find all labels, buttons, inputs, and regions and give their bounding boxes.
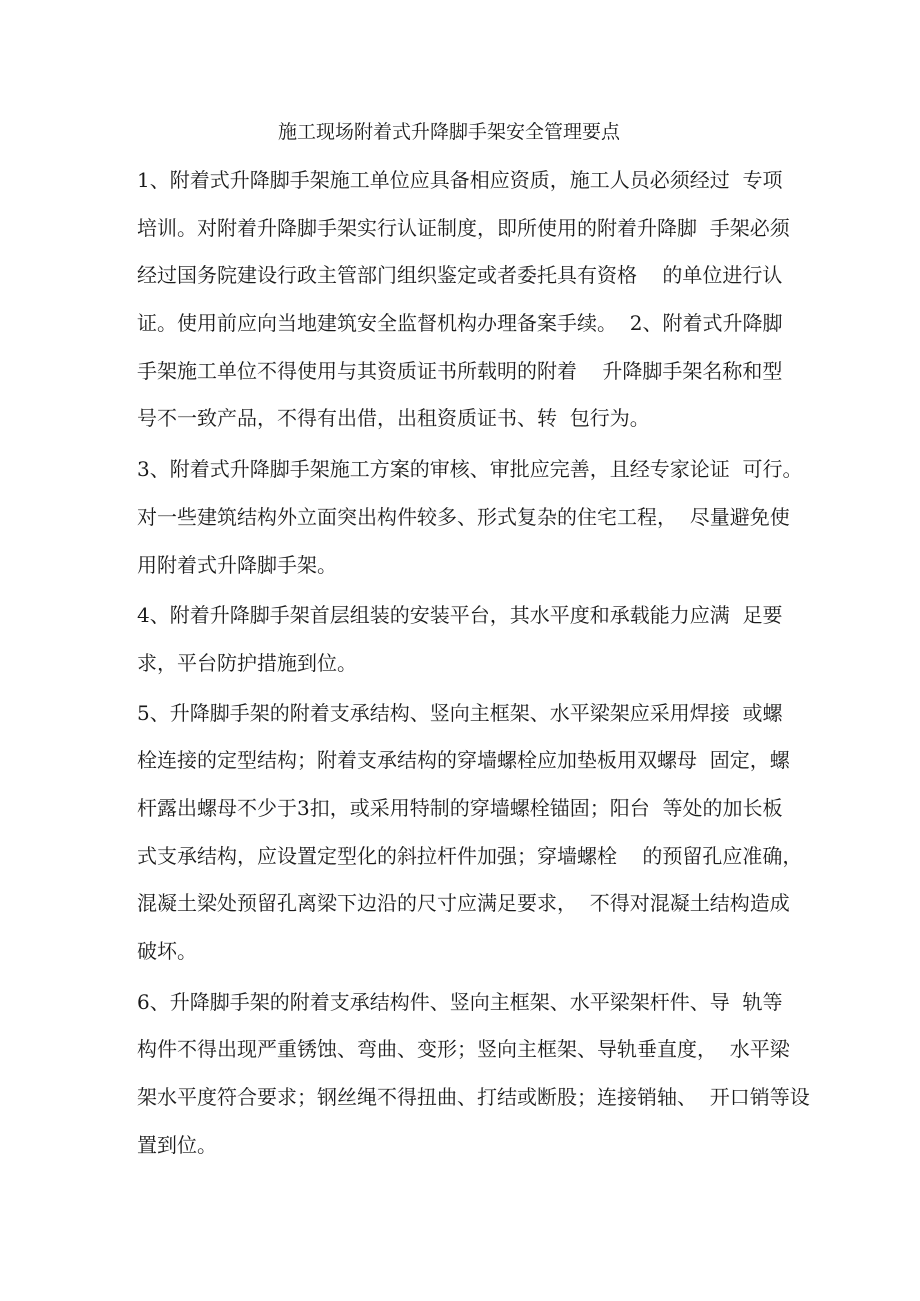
document-title: 施工现场附着式升降脚手架安全管理要点	[278, 121, 621, 143]
text-line: 混凝土梁处预留孔离梁下边沿的尺寸应满足要求， 不得对混凝土结构造成	[137, 891, 790, 915]
text-line: 求，平台防护措施到位。	[137, 651, 357, 675]
text-line: 杆露出螺母不少于3扣，或采用特制的穿墙螺栓锚固；阳台 等处的加长板	[137, 796, 783, 820]
text-line: 号不一致产品，不得有出借，出租资质证书、转 包行为。	[137, 406, 650, 430]
text-line: 证。使用前应向当地建筑安全监督机构办理备案手续。 2、附着式升降脚	[137, 311, 783, 335]
text-line: 架水平度符合要求；钢丝绳不得扭曲、打结或断股；连接销轴、 开口销等设	[137, 1085, 810, 1109]
text-line: 破坏。	[137, 939, 197, 963]
text-line: 用附着式升降脚手架。	[137, 553, 337, 577]
text-line: 6、升降脚手架的附着支承结构件、竖向主框架、水平梁架杆件、导 轨等	[137, 990, 783, 1014]
text-line: 4、附着升降脚手架首层组装的安装平台，其水平度和承载能力应满 足要	[137, 603, 783, 627]
text-line: 构件不得出现严重锈蚀、弯曲、变形；竖向主框架、导轨垂直度， 水平梁	[137, 1037, 790, 1061]
text-line: 经过国务院建设行政主管部门组织鉴定或者委托具有资格 的单位进行认	[137, 263, 783, 287]
text-line: 栓连接的定型结构；附着支承结构的穿墙螺栓应加垫板用双螺母 固定，螺	[137, 748, 790, 772]
text-line: 培训。对附着升降脚手架实行认证制度，即所使用的附着升降脚 手架必须	[137, 216, 790, 240]
text-line: 对一些建筑结构外立面突出构件较多、形式复杂的住宅工程， 尽量避免使	[137, 505, 790, 529]
text-line: 置到位。	[137, 1133, 217, 1157]
text-line: 3、附着式升降脚手架施工方案的审核、审批应完善，且经专家论证 可行。	[137, 457, 803, 481]
text-line: 5、升降脚手架的附着支承结构、竖向主框架、水平梁架应采用焊接 或螺	[137, 701, 783, 725]
text-line: 手架施工单位不得使用与其资质证书所载明的附着 升降脚手架名称和型	[137, 359, 783, 383]
text-line: 1、附着式升降脚手架施工单位应具备相应资质，施工人员必须经过 专项	[137, 168, 783, 192]
text-line: 式支承结构，应设置定型化的斜拉杆件加强；穿墙螺栓 的预留孔应准确，	[137, 844, 803, 868]
